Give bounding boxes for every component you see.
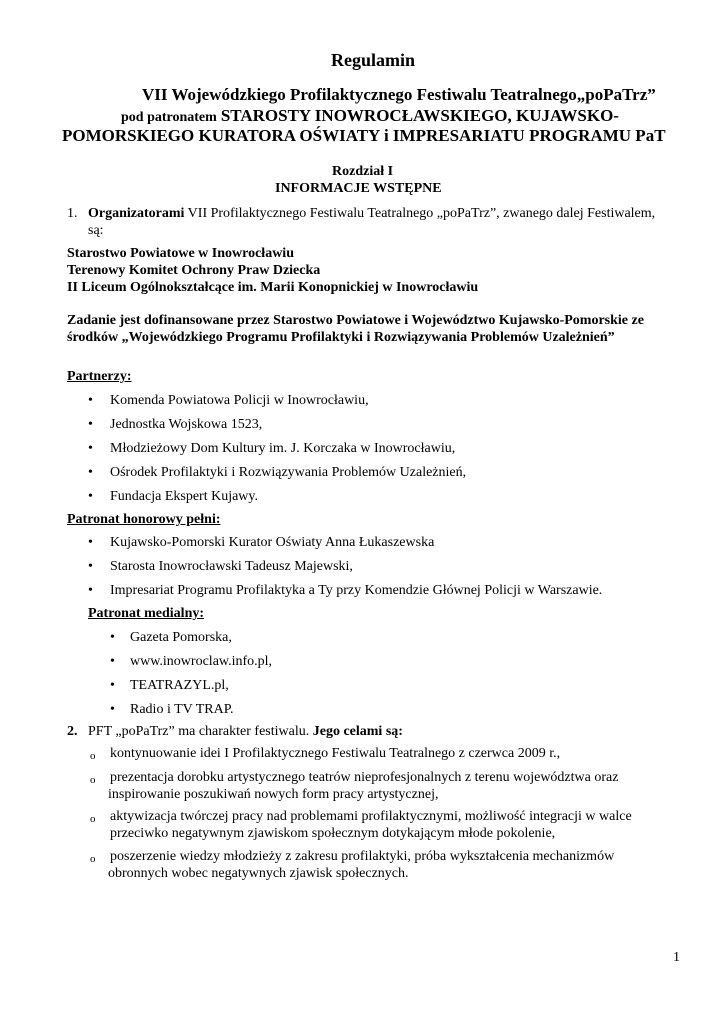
goal-item: kontynuowanie idei I Profilaktycznego Festiwalu Teatralnego z czerwca 2009 r., (110, 746, 561, 761)
festival-subtitle: VII Wojewódzkiego Profilaktycznego Festiwalu Teatralnego„poPaTrz” (142, 85, 656, 104)
media-item: Radio i TV TRAP. (130, 702, 234, 717)
partner-item: Komenda Powiatowa Policji w Inowrocławiu, (110, 393, 369, 408)
bullet-icon: • (88, 417, 93, 432)
section-2-intro (88, 724, 403, 740)
goal-item-line-1: aktywizacja twórczej pracy nad problemami profilaktycznymi, możliwość integracji w walce (110, 809, 632, 824)
goal-item-line-1: poszerzenie wiedzy młodzieży z zakresu profilaktyki, próba wykształcenia mechanizmów (110, 849, 615, 864)
bullet-icon: • (88, 559, 93, 574)
bullet-icon: • (88, 393, 93, 408)
organizer-item: II Liceum Ogólnokształcące im. Marii Konopnickiej w Inowrocławiu (67, 280, 479, 295)
goal-item-line-2: przeciwko negatywnym zjawiskom społecznym dotykającym młode pokolenie, (110, 826, 556, 841)
honorary-heading: Patronat honorowy pełni: (67, 512, 221, 527)
organizers-lead: Organizatorami (88, 206, 185, 221)
bullet-icon: • (110, 702, 115, 717)
media-heading: Patronat medialny: (88, 606, 205, 621)
organizers-text: VII Profilaktycznego Festiwalu Teatralnego „poPaTrz”, zwanego dalej Festiwalem, (184, 206, 656, 221)
bullet-icon: • (110, 630, 115, 645)
circle-bullet-icon: o (90, 813, 96, 825)
honorary-item: Impresariat Programu Profilaktyka a Ty przy Komendzie Głównej Policji w Warszawie. (110, 583, 603, 598)
partner-item: Młodzieżowy Dom Kultury im. J. Korczaka w Inowrocławiu, (110, 441, 456, 456)
bullet-icon: • (88, 465, 93, 480)
patronage-line-2: POMORSKIEGO KURATORA OŚWIATY i IMPRESARIATU PROGRAMU PaT (62, 126, 666, 145)
patronage-main-1: STAROSTY INOWROCŁAWSKIEGO, KUJAWSKO- (220, 106, 619, 125)
goal-item-line-2: inspirowanie poszukiwań nowych form pracy artystycznej, (108, 787, 439, 802)
media-item: Gazeta Pomorska, (130, 630, 232, 645)
bullet-icon: • (88, 583, 93, 598)
goal-item-line-1: prezentacja dorobku artystycznego teatrów nieprofesjonalnych z terenu województwa oraz (110, 770, 619, 785)
circle-bullet-icon: o (90, 774, 96, 786)
bullet-icon: • (110, 654, 115, 669)
partner-item: Ośrodek Profilaktyki i Rozwiązywania Problemów Uzależnień, (110, 465, 467, 480)
funding-line-1: Zadanie jest dofinansowane przez Starostwo Powiatowe i Województwo Kujawsko-Pomorskie ze (67, 313, 644, 328)
section-2-bold: Jego celami są: (312, 724, 403, 739)
honorary-item: Starosta Inowrocławski Tadeusz Majewski, (110, 559, 353, 574)
bullet-icon: • (88, 489, 93, 504)
organizer-item: Starostwo Powiatowe w Inowrocławiu (67, 246, 294, 261)
document-title: Regulamin (331, 50, 416, 70)
partner-item: Fundacja Ekspert Kujawy. (110, 489, 258, 504)
goal-item-line-2: obronnych wobec negatywnych zjawisk społecznych. (108, 866, 409, 881)
section-1-number: 1. (67, 206, 78, 221)
honorary-item: Kujawsko-Pomorski Kurator Oświaty Anna Łukaszewska (110, 535, 435, 550)
section-2-text: PFT „poPaTrz” ma charakter festiwalu. (88, 724, 310, 739)
patronage-line-1 (121, 106, 619, 126)
partners-heading: Partnerzy: (67, 369, 132, 384)
circle-bullet-icon: o (90, 853, 96, 865)
section-1-line-1 (88, 206, 655, 222)
circle-bullet-icon: o (90, 750, 96, 762)
patronage-prefix: pod patronatem (121, 110, 217, 125)
bullet-icon: • (88, 441, 93, 456)
chapter-number: Rozdział I (332, 164, 394, 179)
chapter-title: INFORMACJE WSTĘPNE (275, 181, 442, 196)
media-item: www.inowroclaw.info.pl, (130, 654, 273, 669)
funding-line-2: środków „Wojewódzkiego Programu Profilaktyki i Rozwiązywania Problemów Uzależnień” (67, 330, 615, 345)
section-2-number: 2. (67, 724, 78, 739)
bullet-icon: • (110, 678, 115, 693)
partner-item: Jednostka Wojskowa 1523, (110, 417, 263, 432)
media-item: TEATRAZYL.pl, (130, 678, 229, 693)
bullet-icon: • (88, 535, 93, 550)
section-1-line-2: są: (88, 223, 104, 238)
page-number: 1 (673, 950, 680, 965)
organizer-item: Terenowy Komitet Ochrony Praw Dziecka (67, 263, 321, 278)
